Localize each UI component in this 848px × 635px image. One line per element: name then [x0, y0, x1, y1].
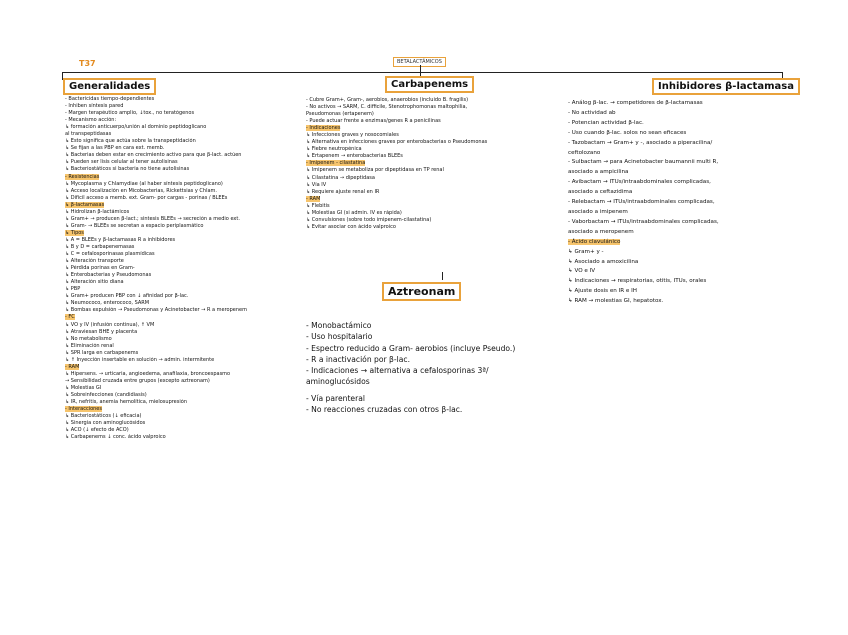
note-subheading: - RAM	[65, 363, 80, 370]
note-line: - Monobactámico	[306, 321, 372, 330]
note-line: ↳ No metabolismo	[65, 335, 112, 342]
note-line: ↳ Infecciones graves y nosocomiales	[306, 132, 399, 139]
note-subheading: - RAM	[306, 195, 321, 202]
note-line: ceftolozano	[568, 149, 601, 156]
header-carbapenems: Carbapenems	[385, 76, 474, 93]
note-line: ↳ VO e IV	[568, 268, 596, 275]
note-line: - Uso cuando β-lac. solos no sean eficaces	[568, 129, 687, 136]
note-line: ↳ Se fijan a las PBP en cara ext. memb.	[65, 145, 165, 152]
note-line: asociado a meropenem	[568, 228, 634, 235]
note-line: ↳ Bombas expulsión → Pseudomonas y Acinetobacter → R a meropenem	[65, 307, 247, 314]
column-carbapenems	[306, 97, 564, 231]
note-line: ↳ Enterobacterias y Pseudomonas	[65, 272, 152, 279]
note-line: ↳ Bacteriostáticos si bacteria no tiene autolisinas	[65, 166, 190, 173]
note-line: ↳ C = cefalosporinasas plasmídicas	[65, 251, 155, 258]
note-line: asociado a imipenem	[568, 208, 628, 215]
note-line: ↳ RAM → molestias GI, hepatotox.	[568, 298, 664, 305]
note-line: asociado a ampicilina	[568, 169, 629, 176]
note-line: ↳ IR, nefritis, anemia hemolítica, mielosupresión	[65, 399, 187, 406]
note-line: ↳ Fiebre neutropénica	[306, 146, 362, 153]
column-generalidades	[65, 96, 305, 441]
note-line: ↳ Neumococo, enterococo, SARM	[65, 300, 150, 307]
note-line: ↳ Difícil acceso a memb. ext. Gram- por cargas - porinas / BLEEs	[65, 194, 228, 201]
note-line: ↳ Cilastatina → dipeptidasa	[306, 174, 375, 181]
note-line: - Indicaciones → alternativa a cefalosporinas 3ª/	[306, 366, 489, 376]
note-line: - Mecanismo acción:	[65, 117, 117, 124]
note-line: ↳ Bacterias deben estar en crecimiento activo para que β-lact. actúen	[65, 152, 242, 159]
note-line: - Puede actuar frente a enzimas/genes R a penicilinas	[306, 118, 441, 125]
note-line: ↳ Asociado a amoxicilina	[568, 258, 639, 265]
note-line: Pseudomonas (ertapenem)	[306, 111, 374, 118]
note-line: - No reacciones cruzadas con otros β-lac.	[306, 405, 463, 415]
column-aztreonam	[306, 320, 576, 415]
note-line: ↳ Esto significa que actúa sobre la transpeptidación	[65, 138, 196, 145]
note-line: - Espectro reducido a Gram- aerobios (incluye Pseudo.)	[306, 343, 516, 353]
tree-branch-line	[62, 72, 782, 73]
note-line: ↳ Ajuste dosis en IR e IH	[568, 288, 638, 295]
header-aztreonam: Aztreonam	[382, 282, 461, 301]
note-line: - Uso hospitalario	[306, 332, 373, 342]
note-subheading: - Ácido clavulánico	[568, 238, 621, 245]
topic-tag: T37	[79, 59, 96, 68]
note-line: - Cubre Gram+, Gram-, aerobios, anaerobios (incluido B. fragilis)	[306, 97, 469, 103]
note-line: ↳ Pérdida porinas en Gram-	[65, 265, 135, 272]
note-line: asociado a ceftazidima	[568, 189, 633, 196]
note-line: ↳ Mycoplasma y Chlamydiae (al haber síntesis peptidoglicano)	[65, 180, 223, 187]
note-line: - Margen terapéutico amplio, ↓tox., no teratógenos	[65, 110, 195, 117]
note-line: - Potencian actividad β-lac.	[568, 119, 644, 126]
note-line: - Sulbactam → para Acinetobacter baumannii multi R,	[568, 159, 719, 166]
note-line: - Bactericidas tiempo-dependientes	[65, 96, 155, 102]
note-line: ↳ A = BLEEs y β-lactamasas R a inhibidores	[65, 236, 176, 243]
note-subheading: - Indicaciones	[306, 125, 341, 132]
note-line: - No actividad ab	[568, 109, 616, 116]
note-line: al transpeptidasas	[65, 131, 112, 138]
column-inhibidores	[568, 99, 830, 307]
note-subheading: - Interacciones	[65, 406, 102, 413]
note-line: ↳ Gram+ → producen β-lact.; síntesis BLEEs → secreción a medio ext.	[65, 215, 240, 222]
note-subheading: ↳ β-lactamasas	[65, 201, 105, 208]
note-line: ↳ Hipersens. → urticaria, angioedema, anafilaxia, broncoespasmo	[65, 370, 231, 377]
tick-mark	[442, 272, 443, 280]
note-line: ↳ Convulsiones (sobre todo imipenem-cilastatina)	[306, 216, 432, 223]
note-line: ↳ Eliminación renal	[65, 342, 114, 349]
note-line: ↳ Requiere ajuste renal en IR	[306, 188, 380, 195]
note-line: ↳ Alteración sitio diana	[65, 279, 124, 286]
root-title: BETALACTÁMICOS	[393, 57, 446, 67]
note-line: ↳ Sinergia con aminoglucósidos	[65, 420, 146, 427]
note-line: ↳ Molestias GI (si admin. IV es rápida)	[306, 209, 402, 216]
note-line: ↳ Gram- → BLEEs se secretan a espacio periplasmático	[65, 222, 204, 229]
note-line: ↳ Molestias GI	[65, 384, 102, 391]
note-line: ↳ Sobreinfecciones (candidiasis)	[65, 391, 147, 398]
note-line: ↳ Atraviesan BHE y placenta	[65, 328, 138, 335]
note-subheading: ↳ Tipos	[65, 229, 84, 236]
header-inhibidores: Inhibidores β-lactamasa	[652, 78, 800, 95]
note-subheading: - Resistencias	[65, 173, 100, 180]
note-line: - Relebactam → ITUs/intraabdominales complicadas,	[568, 199, 715, 206]
note-line: - Tazobactam → Gram+ y -, asociado a piperacilina/	[568, 139, 713, 146]
note-line: ↳ Flebitis	[306, 202, 330, 209]
note-subheading: - FC	[65, 314, 75, 321]
note-line: ↳ Imipenem se metaboliza por dipeptidasa en TP renal	[306, 167, 444, 174]
note-line: ↳ Ertapenem → enterobacterias BLEEs	[306, 153, 403, 160]
note-line: ↳ B y D = carbapenemasas	[65, 243, 135, 250]
note-line: ↳ Gram+ y -	[568, 248, 604, 255]
note-line: - Avibactam → ITUs/intraabdominales complicadas,	[568, 179, 711, 186]
note-line: ↳ Acceso localización en Micobacterias, Rickettsias y Chlam.	[65, 187, 217, 194]
note-line: → Sensibilidad cruzada entre grupos (excepto aztreonam)	[65, 377, 210, 384]
note-line: ↳ ACO (↓ efecto de ACO)	[65, 427, 129, 434]
note-line: ↳ PBP	[65, 286, 81, 293]
note-line: - Inhiben síntesis pared	[65, 103, 124, 110]
note-line: ↳ formación anticuerpo/unión al dominio peptidoglicano	[65, 124, 207, 131]
note-line: ↳ SPR larga en carbapenems	[65, 349, 139, 356]
note-line: ↳ Carbapenems ↓ conc. ácido valproico	[65, 434, 166, 441]
note-line: ↳ ↑ Inyección insertable en solución → admin. intermitente	[65, 356, 215, 363]
note-line: - R a inactivación por β-lac.	[306, 354, 410, 364]
note-line: aminoglucósidos	[306, 377, 370, 387]
note-line: ↳ Evitar asociar con ácido valproico	[306, 223, 396, 230]
header-generalidades: Generalidades	[63, 78, 156, 95]
note-line: ↳ Indicaciones → respiratorias, otitis, ITUs, orales	[568, 278, 707, 285]
note-line: ↳ Vía IV	[306, 181, 327, 188]
note-line: - No activos → SARM, C. difficile, Stenotrophomonas maltophilia,	[306, 104, 468, 111]
note-line: ↳ Alternativa en infecciones graves por enterobacterias o Pseudomonas	[306, 139, 488, 146]
note-subheading: - Imipenem - cilastatina	[306, 160, 366, 167]
note-line: ↳ Gram+ producen PBP con ↓ afinidad por β-lac.	[65, 293, 189, 300]
note-line: ↳ Alteración transporte	[65, 258, 124, 265]
note-line: ↳ Hidrolizan β-lactámicos	[65, 208, 130, 215]
note-line: - Vía parenteral	[306, 393, 365, 403]
note-line: ↳ Pueden ser lisis celular al tener autolisinas	[65, 159, 178, 166]
note-line: ↳ Bacteriostáticos (↓ eficacia)	[65, 413, 142, 420]
note-line: - Vaborbactam → ITUs/intraabdominales complicadas,	[568, 218, 719, 225]
note-line: - Análog β-lac. → competidores de β-lactamasas	[568, 100, 703, 106]
note-line: ↳ VO y IV (infusión continua), ↑ VM	[65, 321, 155, 328]
